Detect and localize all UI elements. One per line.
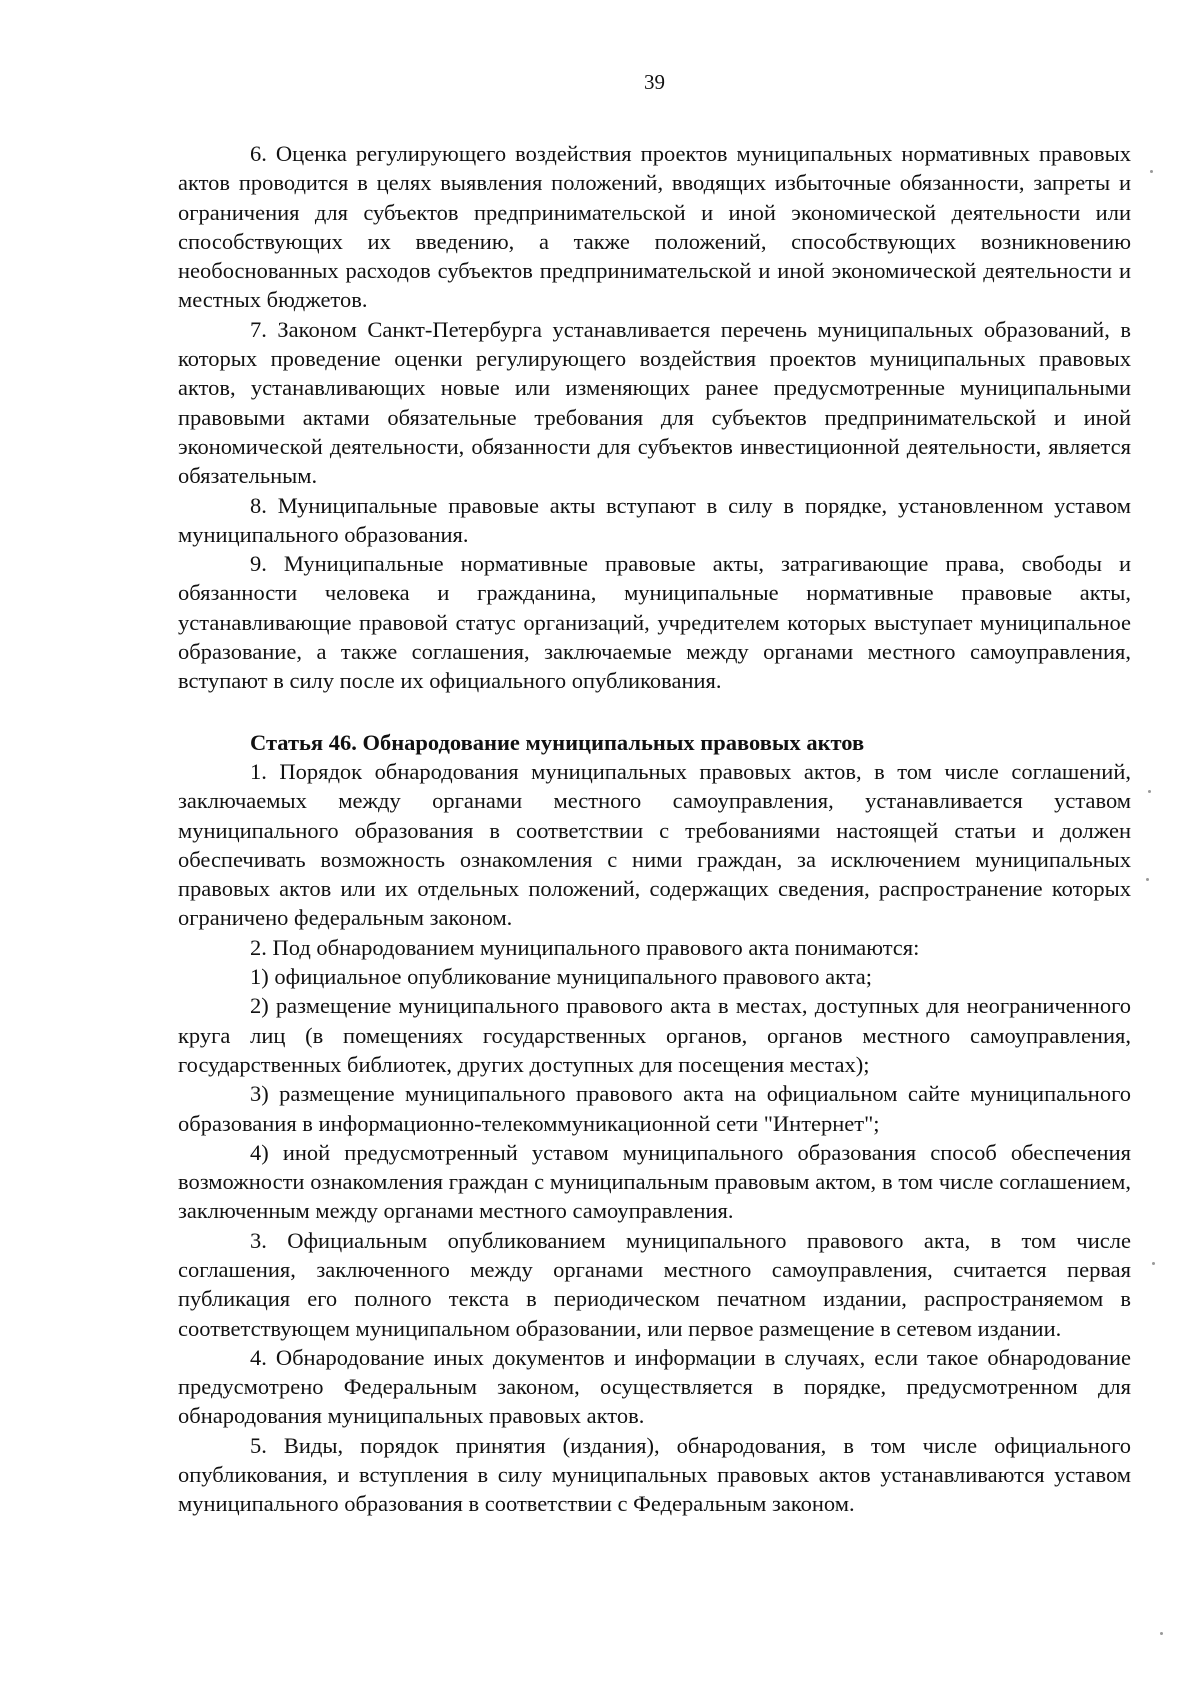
article-46-item-3: 3) размещение муниципального правового акта на официальном сайте муниципального образования в информационно-телекоммуникационной сети "Интернет"; (178, 1081, 1131, 1136)
article-title: Статья 46. Обнародование муниципальных правовых актов (250, 729, 865, 755)
paragraph-9: 9. Муниципальные нормативные правовые акты, затрагивающие права, свободы и обязанности человека и гражданина, муниципальные нормативные правовые акты, устанавливающие правовой статус организаций, учредителем которых выступает муниципальное образование, а также соглашения, заключаемые между органами местного самоуправления, вступают в силу после их официального опубликования. (178, 551, 1131, 694)
paragraph-7: 7. Законом Санкт-Петербурга устанавливается перечень муниципальных образований, в которых проведение оценки регулирующего воздействия проектов муниципальных правовых актов, устанавливающих новые или изменяющих ранее предусмотренные муниципальными правовыми актами обязательные требования для субъектов предпринимательской и иной экономической деятельности, обязанности для субъектов инвестиционной деятельности, является обязательным. (178, 316, 1131, 489)
paragraph-8: 8. Муниципальные правовые акты вступают в силу в порядке, установленном уставом муниципального образования. (178, 492, 1131, 547)
scan-speck (1152, 1262, 1155, 1265)
article-46-item-2: 2) размещение муниципального правового акта в местах, доступных для неограниченного круга лиц (в помещениях государственных органов, органов местного самоуправления, государственных библиотек, других доступных для посещения местах); (178, 993, 1131, 1077)
scan-speck (1148, 790, 1151, 793)
scan-speck (1150, 170, 1153, 173)
page-number: 39 (644, 70, 665, 94)
section-previous-article-tail (178, 139, 1131, 696)
article-46-item-1: 1) официальное опубликование муниципального правового акта; (250, 964, 873, 990)
document-page (178, 70, 1131, 1519)
article-46 (178, 728, 1131, 1519)
scan-speck (1160, 1632, 1163, 1635)
scan-speck (1146, 878, 1149, 881)
article-46-paragraph-5: 5. Виды, порядок принятия (издания), обнародования, в том числе официального опубликования, и вступления в силу муниципальных правовых актов устанавливаются уставом муниципального образования в соответствии с Федеральным законом. (178, 1432, 1131, 1517)
article-46-paragraph-4: 4. Обнародование иных документов и информации в случаях, если такое обнародование предусмотрено Федеральным законом, осуществляется в порядке, предусмотренном для обнародования муниципальных правовых актов. (178, 1344, 1131, 1429)
article-46-item-4: 4) иной предусмотренный уставом муниципального образования способ обеспечения возможности ознакомления граждан с муниципальным правовым актом, в том числе соглашением, заключенным между органами местного самоуправления. (178, 1139, 1131, 1224)
paragraph-6: 6. Оценка регулирующего воздействия проектов муниципальных нормативных правовых актов проводится в целях выявления положений, вводящих избыточные обязанности, запреты и ограничения для субъектов предпринимательской и иной экономической деятельности или способствующих их введению, а также положений, способствующих возникновению необоснованных расходов субъектов предпринимательской и иной экономической деятельности и местных бюджетов. (178, 141, 1131, 313)
article-46-paragraph-3: 3. Официальным опубликованием муниципального правового акта, в том числе соглашения, заключенного между органами местного самоуправления, считается первая публикация его полного текста в периодическом печатном издании, распространяемом в соответствующем муниципальном образовании, или первое размещение в сетевом издании. (178, 1227, 1131, 1341)
article-46-paragraph-1: 1. Порядок обнародования муниципальных правовых актов, в том числе соглашений, заключаемых между органами местного самоуправления, устанавливается уставом муниципального образования в соответствии с требованиями настоящей статьи и должен обеспечивать возможность ознакомления с ними граждан, за исключением муниципальных правовых актов или их отдельных положений, содержащих сведения, распространение которых ограничено федеральным законом. (178, 758, 1131, 931)
article-46-paragraph-2: 2. Под обнародованием муниципального правового акта понимаются: (250, 934, 920, 960)
